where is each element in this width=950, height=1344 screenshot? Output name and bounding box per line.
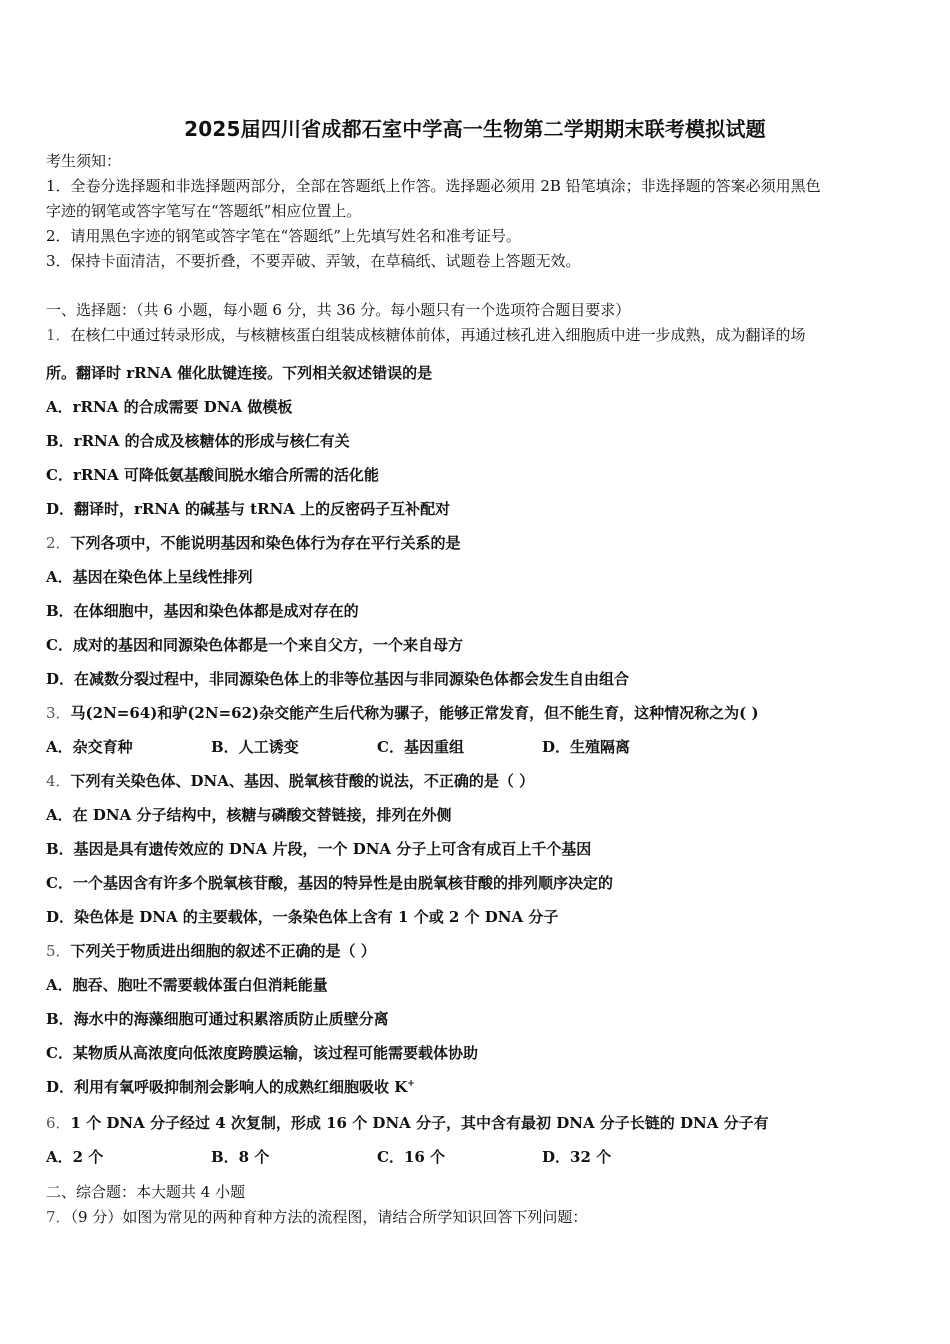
q1-option-a: A．rRNA 的合成需要 DNA 做模板 (46, 398, 293, 416)
question-5-stem (46, 941, 376, 961)
question-number: 1． (46, 326, 71, 344)
q5-option-a: A．胞吞、胞吐不需要载体蛋白但消耗能量 (46, 976, 328, 994)
q3-option-c: C．基因重组 (377, 738, 464, 756)
notice-line-3: 2．请用黑色字迹的钢笔或答字笔在“答题纸”上先填写姓名和准考证号。 (46, 227, 521, 245)
section1-heading: 一、选择题：（共 6 小题，每小题 6 分，共 36 分。每小题只有一个选项符合题目要求） (46, 301, 631, 319)
question-text: 在核仁中通过转录形成，与核糖核蛋白组装成核糖体前体，再通过核孔进入细胞质中进一步成熟，成为翻译的场 (70, 326, 806, 344)
q5-option-d (46, 1077, 415, 1097)
q3-option-a: A．杂交育种 (46, 738, 133, 756)
question-text: 1 个 DNA 分子经过 4 次复制，形成 16 个 DNA 分子，其中含有最初 DNA 分子长链的 DNA 分子有 (70, 1114, 769, 1132)
question-text: 下列有关染色体、DNA、基因、脱氧核苷酸的说法，不正确的是（ ） (70, 772, 535, 790)
q1-option-c: C．rRNA 可降低氨基酸间脱水缩合所需的活化能 (46, 466, 379, 484)
question-2-stem (46, 533, 461, 553)
question-1-stem-cont: 所。翻译时 rRNA 催化肽键连接。下列相关叙述错误的是 (46, 364, 433, 382)
q1-option-d: D．翻译时，rRNA 的碱基与 tRNA 上的反密码子互补配对 (46, 500, 451, 518)
q4-option-c: C．一个基因含有许多个脱氧核苷酸，基因的特异性是由脱氧核苷酸的排列顺序决定的 (46, 874, 613, 892)
q5-option-b: B．海水中的海藻细胞可通过积累溶质防止质壁分离 (46, 1010, 389, 1028)
question-text: 下列各项中，不能说明基因和染色体行为存在平行关系的是 (70, 534, 461, 552)
q6-option-d: D．32 个 (542, 1148, 612, 1166)
question-7-stem (46, 1207, 587, 1227)
notice-line-1: 1．全卷分选择题和非选择题两部分，全部在答题纸上作答。选择题必须用 2B 铅笔填涂；非选择题的答案必须用黑色 (46, 177, 821, 195)
question-6-stem (46, 1113, 769, 1133)
q4-option-d: D．染色体是 DNA 的主要载体，一条染色体上含有 1 个或 2 个 DNA 分子 (46, 908, 559, 926)
notice-line-4: 3．保持卡面清洁，不要折叠，不要弄破、弄皱，在草稿纸、试题卷上答题无效。 (46, 252, 581, 270)
question-number: 5． (46, 942, 71, 960)
q2-option-a: A．基因在染色体上呈线性排列 (46, 568, 253, 586)
question-number: 7． (46, 1208, 71, 1226)
question-number: 6． (46, 1114, 71, 1132)
question-number: 4． (46, 772, 71, 790)
question-text: 下列关于物质进出细胞的叙述不正确的是（ ） (70, 942, 376, 960)
q2-option-b: B．在体细胞中，基因和染色体都是成对存在的 (46, 602, 359, 620)
q5-option-d-text: D．利用有氧呼吸抑制剂会影响人的成熟红细胞吸收 K (46, 1078, 408, 1096)
notice-heading: 考生须知： (46, 152, 122, 170)
question-3-stem (46, 703, 759, 723)
q5-option-c: C．某物质从高浓度向低浓度跨膜运输，该过程可能需要载体协助 (46, 1044, 478, 1062)
q4-option-a: A．在 DNA 分子结构中，核糖与磷酸交替链接，排列在外侧 (46, 806, 452, 824)
q6-option-c: C．16 个 (377, 1148, 446, 1166)
question-text: 马(2N=64)和驴(2N=62)杂交能产生后代称为骡子，能够正常发育，但不能生育，这种情况称之为( ) (70, 704, 759, 722)
q2-option-d: D．在减数分裂过程中，非同源染色体上的非等位基因与非同源染色体都会发生自由组合 (46, 670, 630, 688)
exam-title: 2025届四川省成都石室中学高一生物第二学期期末联考模拟试题 (184, 117, 766, 141)
question-text: （9 分）如图为常见的两种育种方法的流程图，请结合所学知识回答下列问题： (70, 1208, 588, 1226)
notice-line-2: 字迹的钢笔或答字笔写在“答题纸”相应位置上。 (46, 202, 362, 220)
q4-option-b: B．基因是具有遗传效应的 DNA 片段，一个 DNA 分子上可含有成百上千个基因 (46, 840, 592, 858)
superscript: + (407, 1079, 415, 1089)
question-1-stem (46, 325, 806, 345)
q2-option-c: C．成对的基因和同源染色体都是一个来自父方，一个来自母方 (46, 636, 463, 654)
q6-option-a: A．2 个 (46, 1148, 104, 1166)
q3-option-b: B．人工诱变 (211, 738, 299, 756)
question-number: 2． (46, 534, 71, 552)
q3-option-d: D．生殖隔离 (542, 738, 631, 756)
question-number: 3． (46, 704, 71, 722)
question-4-stem (46, 771, 534, 791)
q6-option-b: B．8 个 (211, 1148, 270, 1166)
q1-option-b: B．rRNA 的合成及核糖体的形成与核仁有关 (46, 432, 350, 450)
section2-heading: 二、综合题：本大题共 4 小题 (46, 1183, 246, 1201)
